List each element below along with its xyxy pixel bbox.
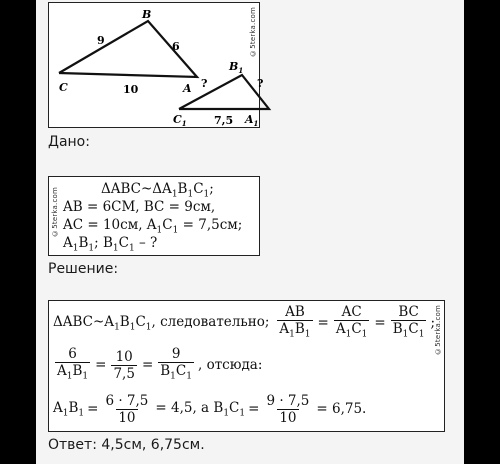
solution-row-substitution: $\frac{6}{A_1B_1}$ = $\frac{10}{7,5}$ = $\frac{9}{B_1C_1}$ , отсюда: bbox=[57, 345, 263, 382]
vertex-a-label: A bbox=[183, 82, 192, 95]
side-a1b1-label: ? bbox=[201, 77, 208, 90]
similarity-statement: $\Delta ABC\sim A_1B_1C_1$, следовательно; bbox=[53, 313, 270, 333]
fraction-b1c1-value: $\frac{9 \cdot 7,5}{10}$ bbox=[266, 392, 310, 426]
solution-row-proportion: $\Delta ABC\sim A_1B_1C_1$, следовательно; $\frac{AB}{A_1B_1}$ = $\frac{AC}{A_1C_1}$ = $\frac{BC}{B_1C_1}$ ; bbox=[53, 303, 436, 340]
given-line-ac-a1c1: AC = 10см, $A_1C_1 = 7,5см$; bbox=[63, 217, 243, 236]
fraction-bc-b1c1: $\frac{BC}{B_1C_1}$ bbox=[392, 303, 425, 340]
watermark: ©5terka.com bbox=[51, 187, 59, 237]
given-box bbox=[48, 176, 260, 256]
given-heading: Дано: bbox=[48, 134, 90, 150]
vertex-b1-label: $B_1$ bbox=[229, 60, 244, 75]
figure-box bbox=[48, 2, 264, 128]
a1b1-term: $A_1B_1$ bbox=[53, 399, 85, 419]
right-frame bbox=[464, 0, 500, 464]
vertex-a1-label: $A_1$ bbox=[245, 113, 259, 128]
vertex-b-label: B bbox=[142, 8, 152, 21]
solution-row-result: $A_1B_1$ = $\frac{6 \cdot 7,5}{10}$ = 4,5, а $B_1C_1$ = $\frac{9 \cdot 7,5}{10}$ = 6,75. bbox=[53, 392, 367, 426]
given-line-unknowns: $A_1B_1$; $B_1C_1$ – ? bbox=[63, 235, 158, 254]
side-c1a1-label: 7,5 bbox=[214, 114, 234, 127]
left-frame bbox=[0, 0, 36, 464]
solution-box bbox=[48, 300, 445, 432]
fraction-10-7-5: $\frac{10}{7,5}$ bbox=[113, 348, 135, 382]
answer-text: Ответ: 4,5см, 6,75см. bbox=[48, 437, 205, 453]
triangle-a1b1c1 bbox=[179, 75, 269, 109]
solution-heading: Решение: bbox=[48, 261, 119, 277]
fraction-9-b1c1: $\frac{9}{B_1C_1}$ bbox=[160, 345, 192, 382]
a1b1-result-and-b1c1: = 4,5, а $B_1C_1$ bbox=[155, 399, 246, 419]
watermark: ©5terka.com bbox=[434, 305, 442, 355]
triangles-figure bbox=[49, 3, 264, 128]
side-ab-label: 6 bbox=[172, 40, 180, 53]
solution-sheet bbox=[36, 0, 464, 464]
fraction-6-a1b1: $\frac{6}{A_1B_1}$ bbox=[57, 345, 89, 382]
given-line-ab-bc: AB = 6СМ, BC = 9см, bbox=[63, 199, 216, 215]
vertex-c-label: C bbox=[59, 81, 68, 94]
vertex-c1-label: $C_1$ bbox=[173, 113, 187, 128]
side-ca-label: 10 bbox=[123, 83, 139, 96]
watermark: ©5terka.com bbox=[249, 7, 257, 57]
fraction-a1b1-value: $\frac{6 \cdot 7,5}{10}$ bbox=[105, 392, 149, 426]
given-line-similarity: $\Delta ABC\sim\Delta A_1B_1C_1$; bbox=[101, 181, 214, 200]
side-bc-label: 9 bbox=[97, 34, 105, 47]
fraction-ac-a1c1: $\frac{AC}{A_1C_1}$ bbox=[335, 303, 368, 340]
fraction-ab-a1b1: $\frac{AB}{A_1B_1}$ bbox=[279, 303, 311, 340]
side-b1c1-label: ? bbox=[257, 77, 264, 90]
